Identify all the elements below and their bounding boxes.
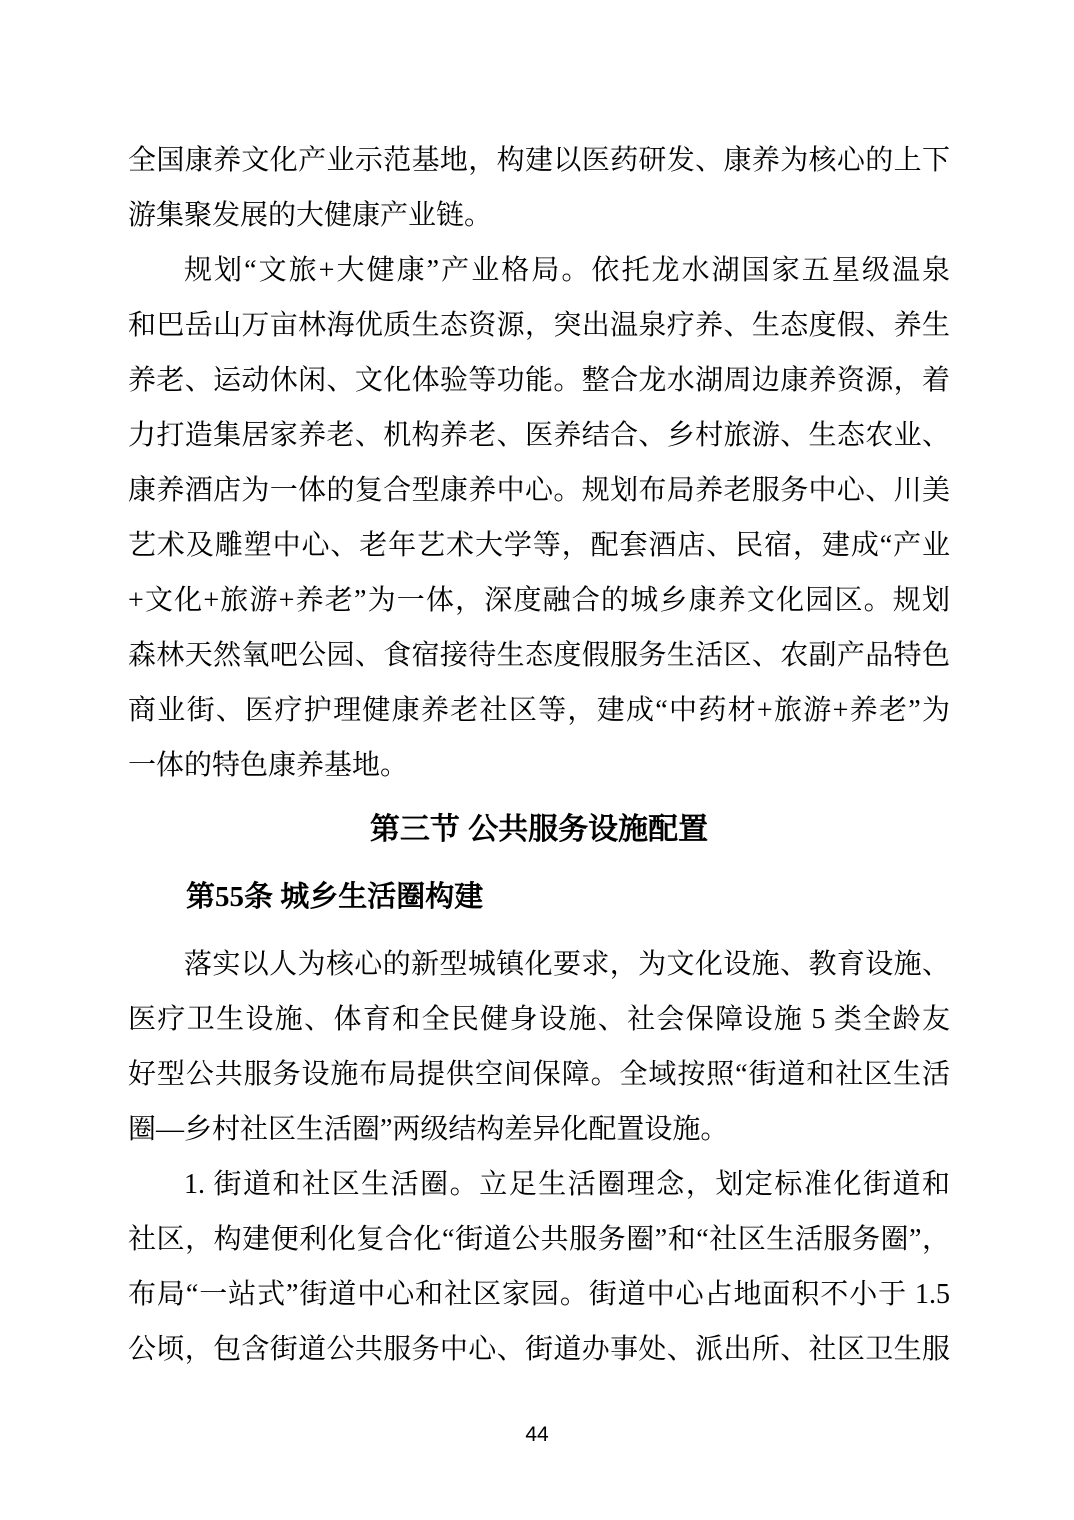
paragraph-line: 商业街、医疗护理健康养老社区等，建成“中药材+旅游+养老”为 — [128, 695, 950, 726]
paragraph-line: 和巴岳山万亩林海优质生态资源，突出温泉疗养、生态度假、养生 — [128, 310, 950, 341]
section-heading: 第三节 公共服务设施配置 — [369, 813, 709, 846]
paragraph-line: 布局“一站式”街道中心和社区家园。街道中心占地面积不小于 1.5 — [128, 1279, 950, 1310]
paragraph-line: +文化+旅游+养老”为一体，深度融合的城乡康养文化园区。规划 — [128, 585, 950, 616]
paragraph-line: 全国康养文化产业示范基地，构建以医药研发、康养为核心的上下 — [128, 145, 950, 176]
paragraph-line: 游集聚发展的大健康产业链。 — [128, 200, 493, 231]
paragraph — [128, 133, 950, 243]
paragraph-line: 艺术及雕塑中心、老年艺术大学等，配套酒店、民宿，建成“产业 — [128, 530, 950, 561]
paragraph-line: 落实以人为核心的新型城镇化要求，为文化设施、教育设施、 — [184, 949, 950, 980]
paragraph-line: 公顷，包含街道公共服务中心、街道办事处、派出所、社区卫生服 — [128, 1334, 950, 1365]
paragraph-line: 森林天然氧吧公园、食宿接待生态度假服务生活区、农副产品特色 — [128, 640, 950, 671]
paragraph-line: 1. 街道和社区生活圈。立足生活圈理念，划定标准化街道和 — [184, 1169, 950, 1200]
paragraph-line: 好型公共服务设施布局提供空间保障。全域按照“街道和社区生活 — [128, 1059, 950, 1090]
paragraph-line: 医疗卫生设施、体育和全民健身设施、社会保障设施 5 类全龄友 — [128, 1004, 950, 1035]
paragraph — [128, 937, 950, 1157]
paragraph-line: 力打造集居家养老、机构养老、医养结合、乡村旅游、生态农业、 — [128, 420, 950, 451]
paragraph-line: 圈—乡村社区生活圈”两级结构差异化配置设施。 — [128, 1114, 729, 1145]
paragraph-line: 养老、运动休闲、文化体验等功能。整合龙水湖周边康养资源，着 — [128, 365, 950, 396]
document-content — [128, 133, 950, 1377]
paragraph — [128, 243, 950, 793]
paragraph — [128, 1157, 950, 1377]
paragraph-line: 社区，构建便利化复合化“街道公共服务圈”和“社区生活服务圈”， — [128, 1224, 950, 1255]
paragraph-line: 康养酒店为一体的复合型康养中心。规划布局养老服务中心、川美 — [128, 475, 950, 506]
article-heading: 第55条 城乡生活圈构建 — [186, 881, 484, 913]
paragraph-line: 一体的特色康养基地。 — [128, 750, 409, 781]
page-number: 44 — [525, 1423, 549, 1446]
paragraph-line: 规划“文旅+大健康”产业格局。依托龙水湖国家五星级温泉 — [184, 255, 950, 286]
